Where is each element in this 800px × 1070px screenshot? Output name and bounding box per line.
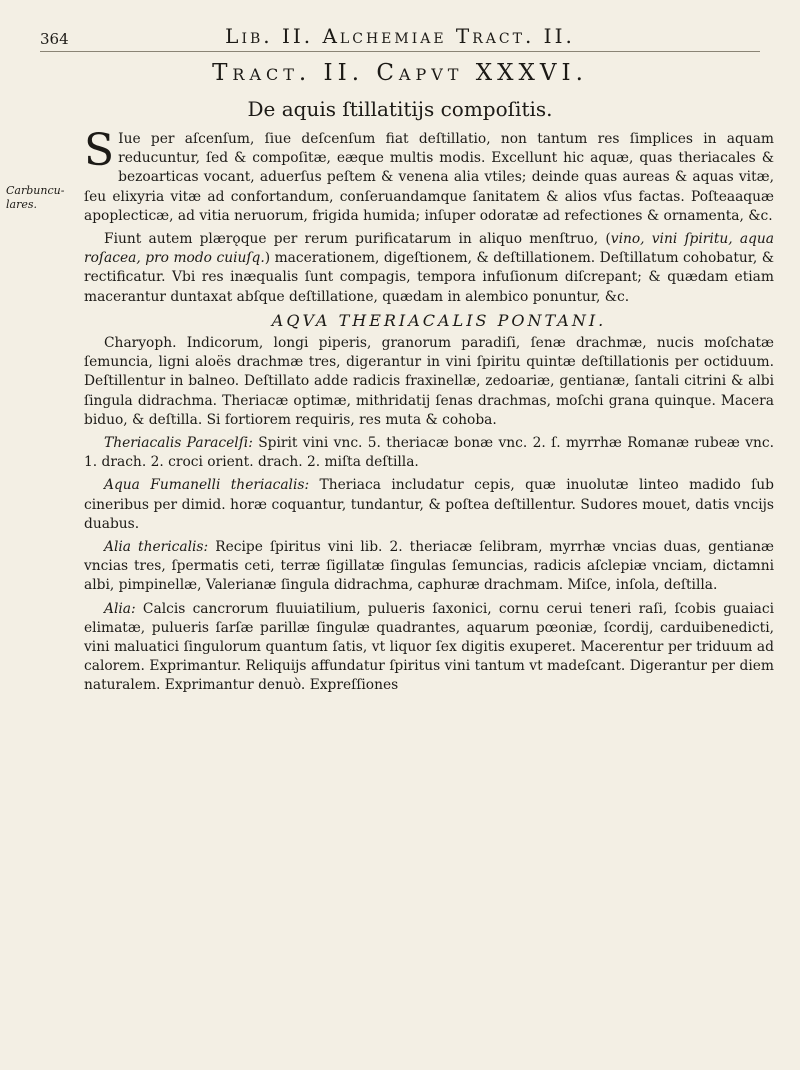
page-header <box>40 18 760 52</box>
paragraph-2-lead: Fiunt autem plærǫque per rerum purificatarum in aliquo menſtruo, ( <box>104 231 611 248</box>
paragraph-4-italic: Theriacalis Paracelſi: <box>104 435 253 452</box>
margin-note: Carbuncu-lares. <box>6 184 65 211</box>
paragraph-6-text: Recipe ſpiritus vini lib. 2. theriacæ ſelibram, myrrhæ vncias duas, gentianæ vncias tres, ſpermatis ceti, terræ ſigillatæ ſingulas ſemuncias, radicis aſclepiæ vnciam, dictamni albi, pimpinellæ, Valerianæ ſingula didrachma, caphuræ drachmam. Miſce, inſola, deſtilla. <box>84 539 774 594</box>
paragraph-1-text: Iue per aſcenſum, ſiue deſcenſum fiat deſtillatio, non tantum res ſimplices in aquam reducuntur, ſed & compoſitæ, eæque multis modis. Excellunt hic aquæ, quas theriacales & bezoarticas vocant, aduerſus peſtem & venena alia vtiles; deinde quas aureas & aquas vitæ, ſeu elixyria vitæ ad confortandum, conſeruandamque ſanitatem & alios vſus factas. Poſteaaquæ apoplecticæ, ad vitia neruorum, frigida humida; inſuper odoratæ ad refectiones & ornamenta, &c. <box>84 131 774 224</box>
paragraph-1 <box>84 125 774 226</box>
main-text <box>84 125 774 700</box>
paragraph-6-italic: Alia thericalis: <box>104 539 209 556</box>
recipe-heading: AQVA THERIACALIS PONTANI. <box>271 310 607 330</box>
paragraph-4 <box>84 434 774 472</box>
drop-cap: S <box>84 125 115 176</box>
running-head: Lib. II. Alchemiae Tract. II. <box>225 24 575 48</box>
paragraph-5-text: Theriaca includatur cepis, quæ inuolutæ linteo madido ſub cineribus per dimid. horæ coquantur, tundantur, & poſtea deſtillentur. Sudores mouet, datis vncijs duabus. <box>84 477 774 532</box>
paragraph-5 <box>84 476 774 534</box>
paragraph-7-italic: Alia: <box>104 600 136 617</box>
paragraph-6 <box>84 538 774 596</box>
paragraph-2 <box>84 230 774 307</box>
page-number: 364 <box>40 30 69 48</box>
paragraph-5-italic: Aqua Fumanelli theriacalis: <box>104 477 310 494</box>
paragraph-3: Charyoph. Indicorum, longi piperis, granorum paradiſi, ſenæ drachmæ, nucis moſchatæ ſemuncia, ligni aloës drachmæ tres, digerantur in vini ſpiritu quintæ deſtillationis per octiduum. Deſtillentur in balneo. Deſtillato adde radicis fraxinellæ, zedoariæ, gentianæ, ſantali citrini & albi ſingula didrachma. Theriacæ optimæ, mithridatij ſenas drachmas, moſchi grana quinque. Macera biduo, & deſtilla. Si fortiorem requiris, res muta & cohoba. <box>84 335 774 428</box>
paragraph-7 <box>84 600 774 696</box>
chapter-subtitle: De aquis ſtillatitijs compoſitis. <box>247 97 553 121</box>
paragraph-7-text: Calcis cancrorum fluuiatilium, pulueris ſaxonici, cornu cerui teneri raſi, ſcobis guaiaci elimatæ, pulueris ſarſæ parillæ ſingulæ quadrantes, aquarum pœoniæ, ſcordij, carduibenedicti, vini maluatici ſingulorum quantum ſatis, vt liquor ſex digitis exuperet. Macerentur per triduum ad calorem. Exprimantur. Reliquijs affundatur ſpiritus vini tantum vt madeſcant. Digerantur per diem naturalem. Exprimantur denuò. Expreſſiones <box>84 600 774 694</box>
paragraph-4-text: Spirit vini vnc. 5. theriacæ bonæ vnc. 2. ſ. myrrhæ Romanæ rubeæ vnc. 1. drach. 2. croci orient. drach. 2. miſta deſtilla. <box>84 435 774 471</box>
chapter-title: Tract. II. Capvt XXXVI. <box>212 60 588 86</box>
paragraph-2-rest: ) macerationem, digeſtionem, & deſtillationem. Deſtillatum cohobatur, & rectificatur. Vbi res inæqualis ſunt compagis, tempora infuſionum diſcrepant; & quædam etiam macerantur duntaxat abſque deſtillatione, quædam in alembico ponuntur, &c. <box>84 250 774 305</box>
paragraph-2-italic: vino, vini ſpiritu, aqua roſacea, pro modo cuiuſq. <box>84 231 774 267</box>
